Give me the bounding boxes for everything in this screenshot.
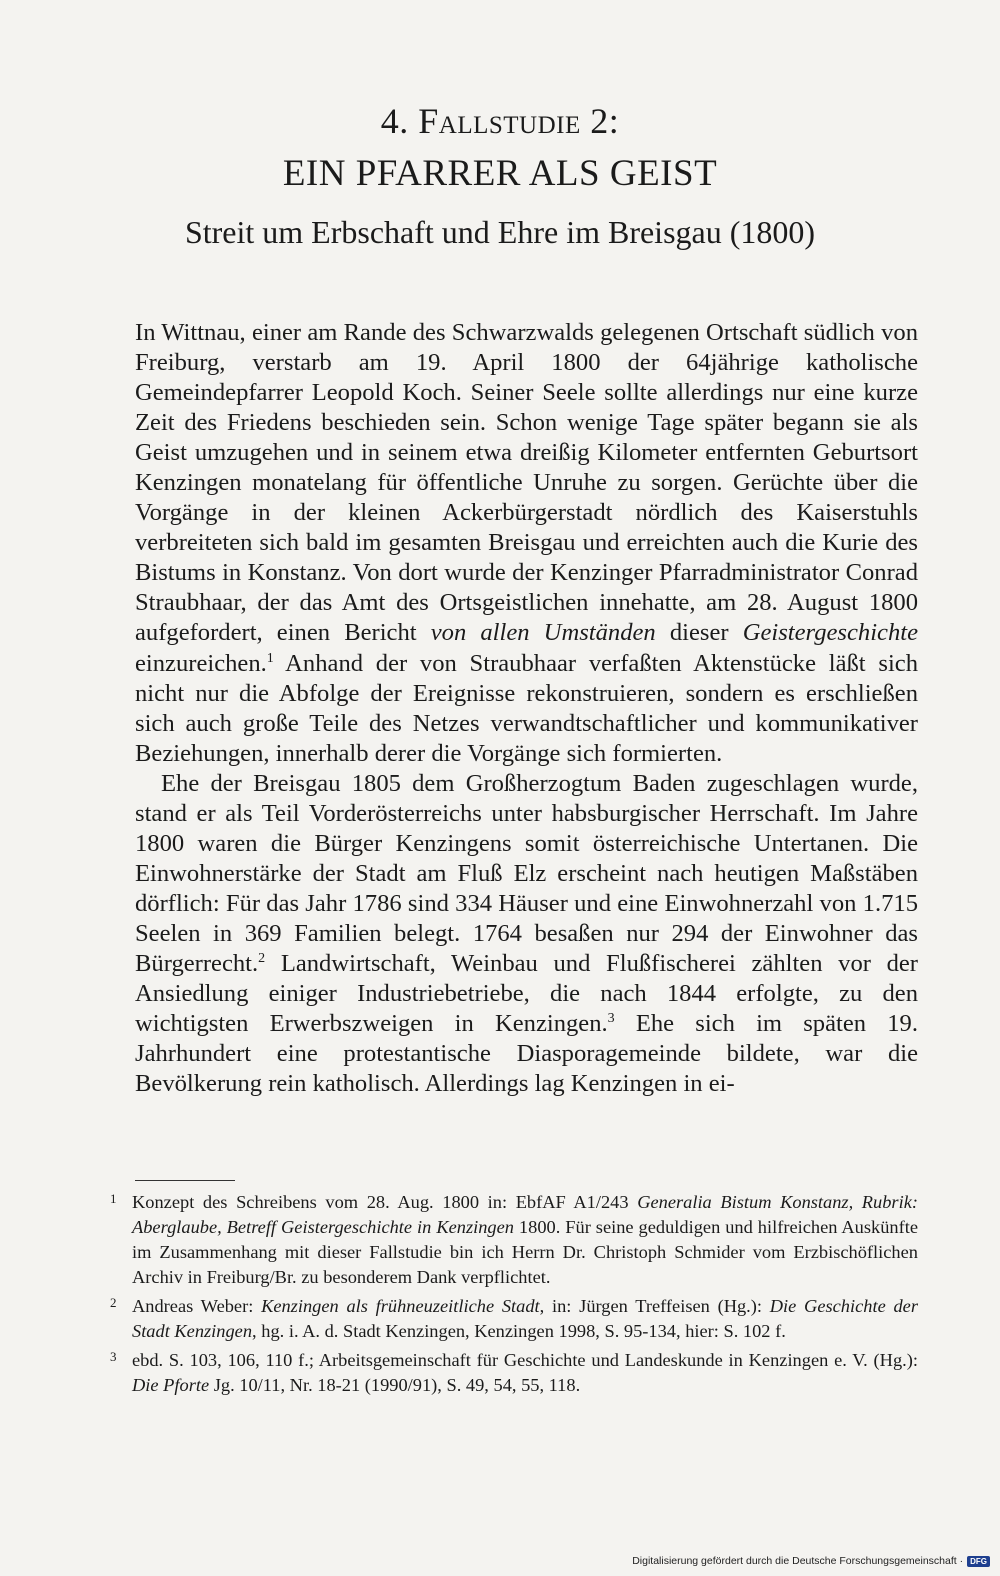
- paragraph-2: Ehe der Breisgau 1805 dem Großherzogtum Baden zugeschlagen wurde, stand er als Teil Vorderösterreichs unter habsburgischer Herrschaft. Im Jahre 1800 waren die Bürger Kenzingens somit österreichische Untertanen. Die Einwohnerstärke der Stadt am Fluß Elz erscheint nach heutigen Maßstäben dörflich: Für das Jahr 1786 sind 334 Häuser und eine Einwohnerzahl von 1.715 Seelen in 369 Familien belegt. 1764 besaßen nur 294 der Einwohner das Bürgerrecht.$^2$ Landwirtschaft, Weinbau und Flußfischerei zählten vor der Ansiedlung einiger Industriebetriebe, die nach 1844 erfolgte, zu den wichtigsten Erwerbszweigen in Kenzingen.$^3$ Ehe sich im späten 19. Jahrhundert eine protestantische Diasporagemeinde bildete, war die Bevölkerung rein katholisch. Allerdings lag Kenzingen in ei-: [135, 769, 918, 1098]
- paragraph-1: In Wittnau, einer am Rande des Schwarzwalds gelegenen Ortschaft südlich von Freiburg, verstarb am 19. April 1800 der 64jährige katholische Gemeindepfarrer Leopold Koch. Seiner Seele sollte allerdings nur eine kurze Zeit des Friedens beschieden sein. Schon wenige Tage später begann sie als Geist umzugehen und in seinem etwa dreißig Kilometer entfernten Geburtsort Kenzingen monatelang für öffentliche Unruhe zu sorgen. Gerüchte über die Vorgänge in der kleinen Ackerbürgerstadt nördlich des Kaiserstuhls verbreiteten sich bald im gesamten Breisgau und erreichten auch die Kurie des Bistums in Konstanz. Von dort wurde der Kenzinger Pfarradministrator Conrad Straubhaar, der das Amt des Ortsgeistlichen innehatte, am 28. August 1800 aufgefordert, einen Bericht von allen Umständen dieser Geistergeschichte einzureichen.$^1$ Anhand der von Straubhaar verfaßten Aktenstücke läßt sich nicht nur die Abfolge der Ereignisse rekonstruieren, sondern es erschließen sich auch große Teile des Netzes verwandtschaftlicher und kommunikativer Beziehungen, innerhalb derer die Vorgänge sich formierten.: [135, 319, 918, 767]
- italic-phrase: Geistergeschichte: [742, 619, 918, 647]
- footer-text: Digitalisierung gefördert durch die Deutsche Forschungsgemeinschaft ·: [632, 1555, 964, 1567]
- footnote-ref-2: 2: [258, 950, 266, 966]
- footnote-number: 1: [110, 1191, 117, 1206]
- body-text: [135, 318, 918, 1099]
- dfg-logo-icon: DFG: [967, 1556, 990, 1567]
- chapter-subtitle: Streit um Erbschaft und Ehre im Breisgau (1800): [184, 214, 816, 250]
- chapter-title: EIN PFARRER ALS GEIST: [282, 153, 718, 194]
- case-study-label: Fallstudie 2:: [418, 101, 620, 141]
- footnotes: [110, 1190, 918, 1402]
- footnote-ref-3: 3: [607, 1010, 615, 1026]
- italic-phrase: von allen Umständen: [430, 619, 656, 647]
- footnote-1: 1 Konzept des Schreibens vom 28. Aug. 1800 in: EbfAF A1/243 Generalia Bistum Konstanz, Rubrik: Aberglaube, Betreff Geistergeschichte in Kenzingen 1800. Für seine geduldigen und hilfreichen Auskünfte im Zusammenhang mit dieser Fallstudie bin ich Herrn Dr. Christoph Schmider vom Erzbischöflichen Archiv in Freiburg/Br. zu besonderem Dank verpflichtet.: [110, 1190, 918, 1290]
- footnote-ref-1: 1: [266, 650, 274, 666]
- footnote-number: 2: [110, 1295, 117, 1310]
- footnote-3: 3 ebd. S. 103, 106, 110 f.; Arbeitsgemeinschaft für Geschichte und Landeskunde in Kenzingen e. V. (Hg.): Die Pforte Jg. 10/11, Nr. 18-21 (1990/91), S. 49, 54, 55, 118.: [110, 1348, 918, 1398]
- footnote-2: 2 Andreas Weber: Kenzingen als frühneuzeitliche Stadt, in: Jürgen Treffeisen (Hg.): Die Geschichte der Stadt Kenzingen, hg. i. A. d. Stadt Kenzingen, Kenzingen 1998, S. 95-134, hier: S. 102 f.: [110, 1294, 918, 1344]
- footnote-number: 3: [110, 1349, 117, 1364]
- footnote-divider: [135, 1180, 235, 1181]
- chapter-number-heading: [0, 100, 1000, 142]
- digitization-footer: [632, 1555, 990, 1567]
- chapter-number: 4.: [380, 101, 409, 141]
